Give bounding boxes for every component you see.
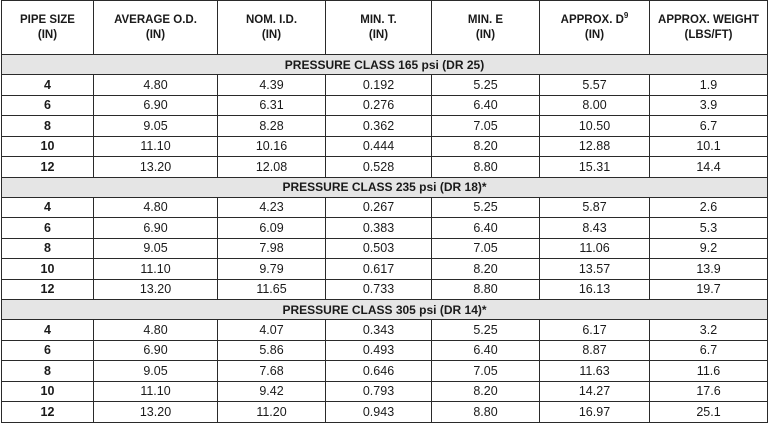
section-title: PRESSURE CLASS 165 psi (DR 25): [2, 55, 768, 75]
table-cell: 8.87: [540, 340, 650, 361]
table-row: [2, 381, 768, 402]
table-cell: 0.276: [326, 95, 432, 116]
table-cell: 11.10: [94, 136, 218, 157]
table-cell: 0.503: [326, 238, 432, 259]
table-cell: 19.7: [650, 279, 768, 300]
table-cell: 3.2: [650, 320, 768, 341]
table-cell: 6.40: [432, 218, 540, 239]
table-cell: 13.20: [94, 279, 218, 300]
table-cell: 2.6: [650, 197, 768, 218]
table-cell: 6.09: [218, 218, 326, 239]
table-cell: 8.80: [432, 402, 540, 423]
table-row: [2, 238, 768, 259]
table-cell: 4.80: [94, 320, 218, 341]
table-cell: 5.25: [432, 75, 540, 96]
table-cell: 12.88: [540, 136, 650, 157]
table-cell: 11.63: [540, 361, 650, 382]
table-cell: 8.80: [432, 279, 540, 300]
pipe-size-cell: 10: [2, 259, 94, 280]
table-row: [2, 136, 768, 157]
pipe-size-cell: 6: [2, 340, 94, 361]
header-approx-d: APPROX. $D^9$ (IN): [540, 1, 650, 55]
pipe-size-cell: 10: [2, 136, 94, 157]
table-cell: 6.31: [218, 95, 326, 116]
pipe-size-cell: 12: [2, 157, 94, 178]
table-cell: 0.444: [326, 136, 432, 157]
pipe-size-cell: 4: [2, 320, 94, 341]
table-cell: 3.9: [650, 95, 768, 116]
table-cell: 0.646: [326, 361, 432, 382]
table-cell: 9.2: [650, 238, 768, 259]
pipe-size-cell: 8: [2, 116, 94, 137]
header-nominal-id: NOM. I.D. (IN): [218, 1, 326, 55]
pipe-size-cell: 10: [2, 381, 94, 402]
table-cell: 8.28: [218, 116, 326, 137]
table-cell: 6.40: [432, 340, 540, 361]
table-cell: 7.98: [218, 238, 326, 259]
table-cell: 25.1: [650, 402, 768, 423]
header-average-od: AVERAGE O.D. (IN): [94, 1, 218, 55]
table-cell: 9.42: [218, 381, 326, 402]
table-cell: 4.23: [218, 197, 326, 218]
table-cell: 6.17: [540, 320, 650, 341]
table-cell: 6.90: [94, 95, 218, 116]
table-row: [2, 320, 768, 341]
header-pipe-size: PIPE SIZE (IN): [2, 1, 94, 55]
table-cell: 11.10: [94, 259, 218, 280]
table-cell: 9.05: [94, 238, 218, 259]
table-cell: 10.1: [650, 136, 768, 157]
table-cell: 8.80: [432, 157, 540, 178]
table-cell: 6.90: [94, 218, 218, 239]
table-cell: 0.617: [326, 259, 432, 280]
pipe-size-cell: 6: [2, 95, 94, 116]
table-cell: 0.362: [326, 116, 432, 137]
header-row: [2, 1, 768, 55]
table-cell: 9.79: [218, 259, 326, 280]
table-row: [2, 361, 768, 382]
table-cell: 5.87: [540, 197, 650, 218]
table-cell: 1.9: [650, 75, 768, 96]
table-cell: 10.50: [540, 116, 650, 137]
table-row: [2, 402, 768, 423]
table-cell: 8.20: [432, 381, 540, 402]
header-min-e: MIN. E (IN): [432, 1, 540, 55]
table-cell: 9.05: [94, 361, 218, 382]
table-cell: 0.943: [326, 402, 432, 423]
pipe-size-cell: 12: [2, 402, 94, 423]
table-cell: 11.20: [218, 402, 326, 423]
table-cell: 6.40: [432, 95, 540, 116]
section-header-row: [2, 177, 768, 197]
table-cell: 4.80: [94, 75, 218, 96]
header-min-t: MIN. T. (IN): [326, 1, 432, 55]
table-cell: 14.27: [540, 381, 650, 402]
section-title: PRESSURE CLASS 305 psi (DR 14)*: [2, 300, 768, 320]
table-cell: 15.31: [540, 157, 650, 178]
table-row: [2, 116, 768, 137]
table-cell: 7.05: [432, 361, 540, 382]
table-cell: 11.65: [218, 279, 326, 300]
table-row: [2, 279, 768, 300]
table-cell: 0.267: [326, 197, 432, 218]
table-cell: 5.86: [218, 340, 326, 361]
table-cell: 7.05: [432, 116, 540, 137]
table-cell: 16.13: [540, 279, 650, 300]
pipe-size-cell: 4: [2, 75, 94, 96]
table-cell: 8.43: [540, 218, 650, 239]
pipe-size-cell: 8: [2, 361, 94, 382]
table-cell: 8.00: [540, 95, 650, 116]
table-row: [2, 157, 768, 178]
table-row: [2, 259, 768, 280]
table-row: [2, 197, 768, 218]
table-cell: 8.20: [432, 259, 540, 280]
table-cell: 14.4: [650, 157, 768, 178]
pipe-dimensions-table: [1, 0, 768, 423]
table-cell: 13.9: [650, 259, 768, 280]
table-cell: 5.25: [432, 320, 540, 341]
table-cell: 7.68: [218, 361, 326, 382]
table-body: [2, 55, 768, 423]
table-cell: 11.10: [94, 381, 218, 402]
table-cell: 0.383: [326, 218, 432, 239]
table-cell: 0.192: [326, 75, 432, 96]
section-title: PRESSURE CLASS 235 psi (DR 18)*: [2, 177, 768, 197]
pipe-size-cell: 12: [2, 279, 94, 300]
table-cell: 5.3: [650, 218, 768, 239]
table-cell: 0.493: [326, 340, 432, 361]
pipe-size-cell: 6: [2, 218, 94, 239]
table-cell: 9.05: [94, 116, 218, 137]
table-cell: 0.793: [326, 381, 432, 402]
table-cell: 11.6: [650, 361, 768, 382]
table-cell: 12.08: [218, 157, 326, 178]
table-cell: 0.528: [326, 157, 432, 178]
table-cell: 6.90: [94, 340, 218, 361]
table-cell: 8.20: [432, 136, 540, 157]
table-cell: 5.25: [432, 197, 540, 218]
table-cell: 0.343: [326, 320, 432, 341]
section-header-row: [2, 300, 768, 320]
table-row: [2, 340, 768, 361]
table-cell: 13.20: [94, 402, 218, 423]
table-cell: 13.20: [94, 157, 218, 178]
pipe-size-cell: 4: [2, 197, 94, 218]
table-cell: 5.57: [540, 75, 650, 96]
table-cell: 16.97: [540, 402, 650, 423]
table-cell: 11.06: [540, 238, 650, 259]
table-cell: 10.16: [218, 136, 326, 157]
table-cell: 6.7: [650, 340, 768, 361]
header-approx-weight: APPROX. WEIGHT (LBS/FT): [650, 1, 768, 55]
table-row: [2, 218, 768, 239]
table-cell: 17.6: [650, 381, 768, 402]
table-row: [2, 95, 768, 116]
table-cell: 4.39: [218, 75, 326, 96]
table-cell: 6.7: [650, 116, 768, 137]
table-cell: 13.57: [540, 259, 650, 280]
table-cell: 7.05: [432, 238, 540, 259]
section-header-row: [2, 55, 768, 75]
table-cell: 4.80: [94, 197, 218, 218]
table-cell: 0.733: [326, 279, 432, 300]
table-row: [2, 75, 768, 96]
pipe-size-cell: 8: [2, 238, 94, 259]
table-cell: 4.07: [218, 320, 326, 341]
